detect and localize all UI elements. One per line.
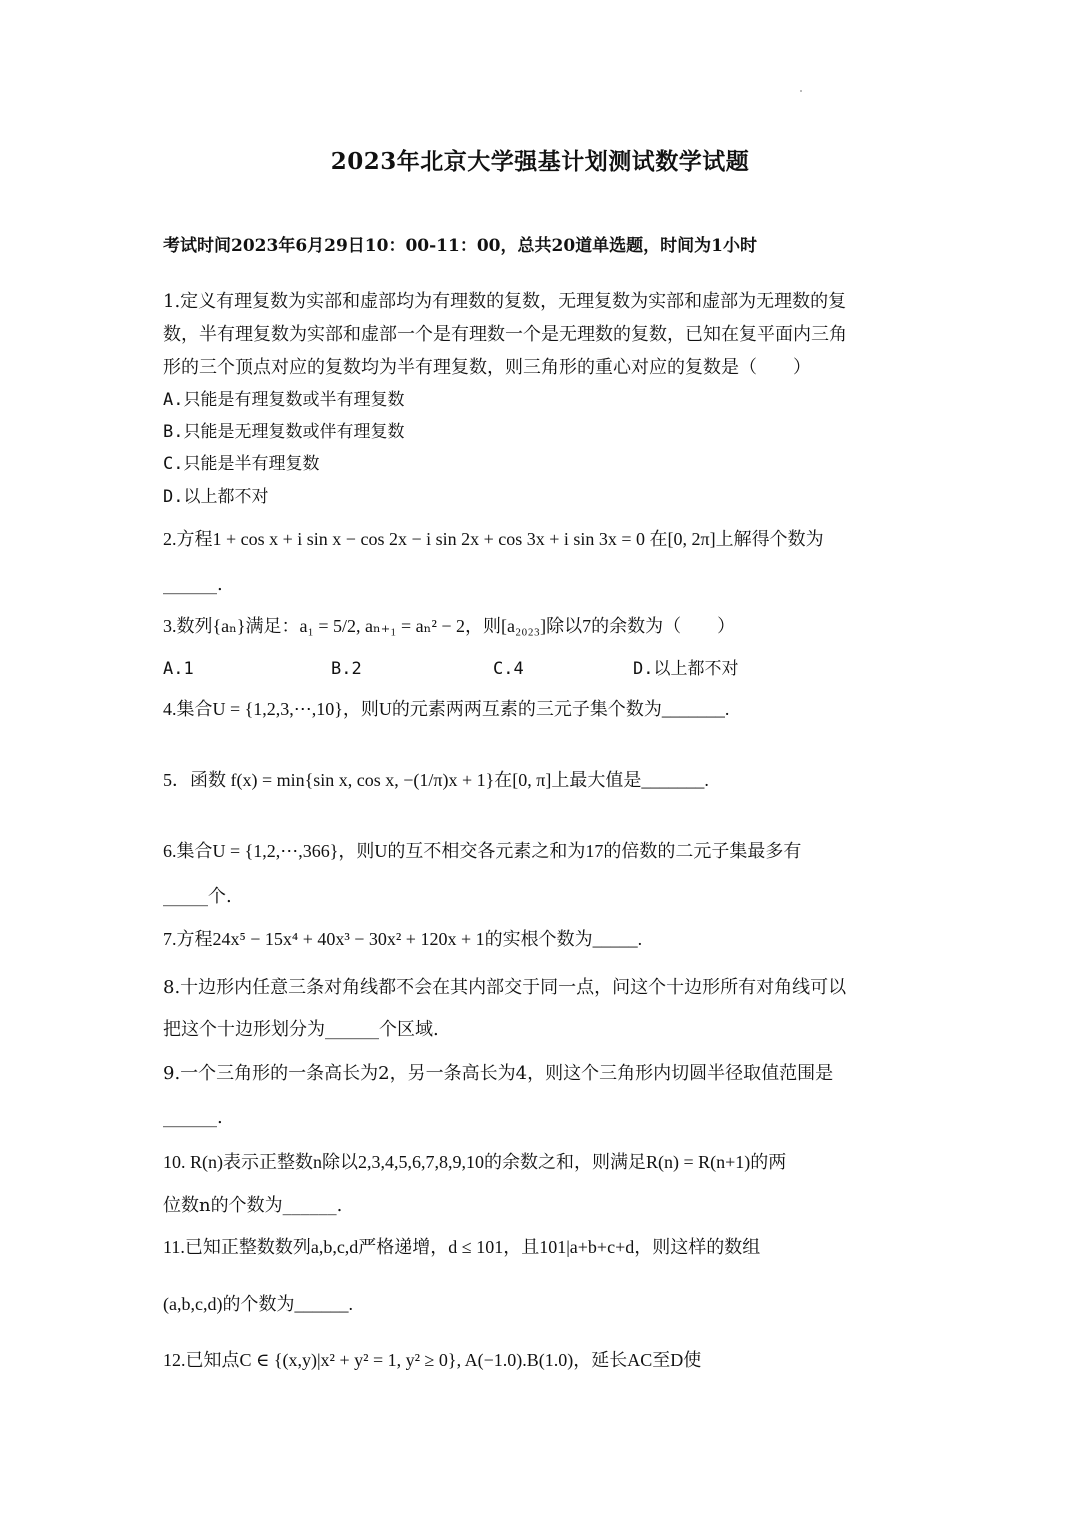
q1-option-a: A.只能是有理复数或半有理复数	[163, 390, 405, 410]
q10-line-2: 位数n的个数为______.	[163, 1195, 343, 1216]
q10-line-1: 10. R(n)表示正整数n除以2,3,4,5,6,7,8,9,10的余数之和，则满足R(n) = R(n+1)的两	[163, 1152, 787, 1172]
q3-option-d: D.以上都不对	[633, 659, 739, 679]
q3-options	[163, 660, 923, 684]
q8-line-2: 把这个十边形划分为______个区域.	[163, 1019, 439, 1040]
q1-line-3: 形的三个顶点对应的复数均为半有理复数，则三角形的重心对应的复数是（ ）	[163, 357, 811, 378]
q1-line-1: 1.定义有理复数为实部和虚部均为有理数的复数，无理复数为实部和虚部为无理数的复	[163, 291, 847, 312]
q3-option-a: A.1	[163, 659, 194, 679]
q11-line-2: (a,b,c,d)的个数为______.	[163, 1294, 353, 1314]
q9-line-1: 9.一个三角形的一条高长为2，另一条高长为4，则这个三角形内切圆半径取值范围是	[163, 1063, 834, 1084]
exam-info: 考试时间2023年6月29日10：00-11：00，总共20道单选题，时间为1小时	[163, 236, 757, 256]
q2-line-2: ______.	[163, 574, 223, 595]
scan-speck	[800, 90, 802, 92]
q3-option-b: B.2	[331, 659, 362, 679]
q2-line-1: 2.方程1 + cos x + i sin x − cos 2x − i sin 2x + cos 3x + i sin 3x = 0 在[0, 2π]上解得个数为	[163, 529, 824, 549]
q3-option-c: C.4	[493, 659, 524, 679]
q12-line-1: 12.已知点C ∈ {(x,y)|x² + y² = 1, y² ≥ 0}, A(−1.0).B(1.0)，延长AC至D使	[163, 1350, 702, 1370]
page-title: 2023年北京大学强基计划测试数学试题	[330, 148, 750, 175]
q1-option-b: B.只能是无理复数或伴有理复数	[163, 422, 405, 442]
q6-line-1: 6.集合U = {1,2,⋯,366}，则U的互不相交各元素之和为17的倍数的二元子集最多有	[163, 841, 802, 861]
q3-line-1: 3.数列{aₙ}满足：a₁ = 5/2, aₙ₊₁ = aₙ² − 2，则[a₂₀₂₃]除以7的余数为（ ）	[163, 616, 736, 636]
q6-line-2: _____个.	[163, 886, 232, 907]
q1-option-d: D.以上都不对	[163, 487, 269, 507]
q5-line-1: 5．函数 f(x) = min{sin x, cos x, −(1/π)x + 1}在[0, π]上最大值是_______.	[163, 770, 709, 790]
q8-line-1: 8.十边形内任意三条对角线都不会在其内部交于同一点，问这个十边形所有对角线可以	[163, 977, 847, 998]
q11-line-1: 11.已知正整数数列a,b,c,d严格递增，d ≤ 101，且101|a+b+c+d，则这样的数组	[163, 1237, 761, 1257]
q1-option-c: C.只能是半有理复数	[163, 454, 320, 474]
q4-line-1: 4.集合U = {1,2,3,⋯,10}，则U的元素两两互素的三元子集个数为_______.	[163, 699, 730, 719]
q7-line-1: 7.方程24x⁵ − 15x⁴ + 40x³ − 30x² + 120x + 1的实根个数为_____.	[163, 929, 643, 949]
q1-line-2: 数，半有理复数为实部和虚部一个是有理数一个是无理数的复数，已知在复平面内三角	[163, 324, 847, 345]
q9-line-2: ______.	[163, 1107, 223, 1128]
